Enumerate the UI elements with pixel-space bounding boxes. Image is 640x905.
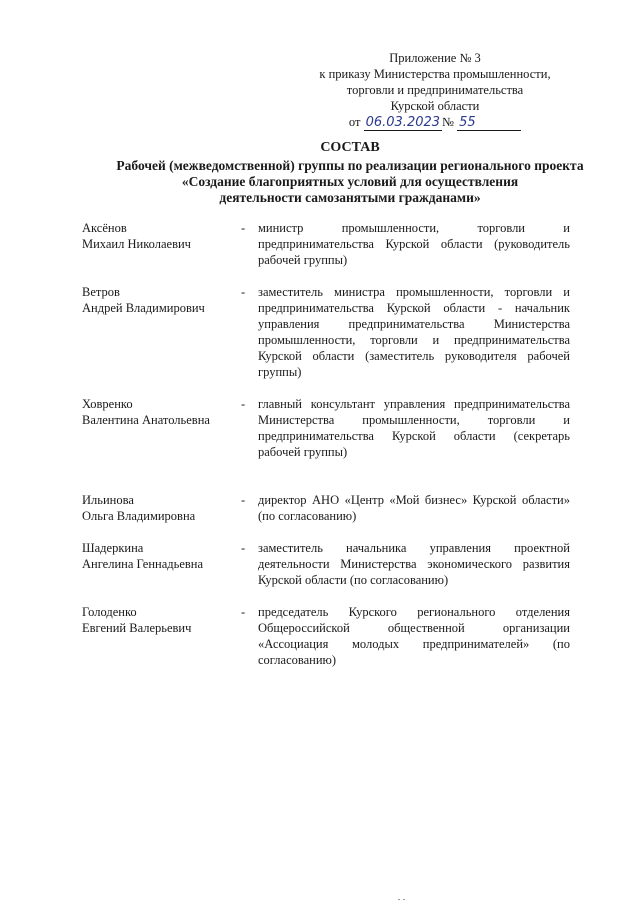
- page-title: СОСТАВ: [320, 140, 380, 155]
- member-dash: -: [241, 541, 246, 555]
- heading-line-1: Рабочей (межведомственной) группы по реализации регионального проекта: [116, 158, 584, 173]
- appendix-number: Приложение № 3: [389, 51, 481, 65]
- document-heading: [60, 140, 640, 206]
- member-role: главный консультант управления предпринимательства Министерства промышленности, торговли и предпринимательства Курской области (секретарь рабочей группы): [258, 397, 570, 459]
- member-dash: -: [241, 285, 246, 299]
- member-given-names: Андрей Владимирович: [82, 301, 205, 315]
- member-surname: Ховренко: [82, 397, 133, 411]
- member-name: [82, 284, 242, 316]
- order-number-sign: №: [442, 115, 454, 129]
- member-role: министр промышленности, торговли и предпринимательства Курской области (руководитель рабочей группы): [258, 221, 570, 267]
- member-name: [82, 220, 242, 252]
- member-given-names: Ольга Владимировна: [82, 509, 196, 523]
- order-number-handwritten: 55: [457, 116, 521, 131]
- appendix-order-ref: к приказу Министерства промышленности,: [319, 67, 551, 81]
- member-dash: -: [241, 397, 246, 411]
- member-given-names: Ангелина Геннадьевна: [82, 557, 204, 571]
- member-given-names: Валентина Анатольевна: [82, 413, 210, 427]
- order-from-label: от: [348, 115, 361, 129]
- member-role: председатель Курского регионального отделения Общероссийской общественной организации «Ассоциация молодых предпринимателей» (по согласованию): [258, 605, 570, 667]
- member-name: [82, 604, 242, 636]
- appendix-block: [300, 50, 570, 131]
- member-role: заместитель министра промышленности, торговли и предпринимательства Курской области - начальник управления предпринимательства Министерства промышленности, торговли и предпринимательства Курской области (заместитель руководителя рабочей группы): [258, 285, 570, 379]
- member-role: заместитель начальника управления проектной деятельности Министерства экономического развития Курской области (по согласованию): [258, 541, 570, 587]
- member-surname: Голоденко: [82, 605, 137, 619]
- member-role: директор АНО «Центр «Мой бизнес» Курской области» (по согласованию): [258, 493, 570, 523]
- appendix-ministry: торговли и предпринимательства: [346, 83, 524, 97]
- member-name: [82, 396, 242, 428]
- member-name: [82, 540, 242, 572]
- heading-line-2: «Создание благоприятных условий для осуществления: [181, 174, 519, 189]
- scan-artifact: [398, 887, 412, 889]
- member-surname: Ильинова: [82, 493, 134, 507]
- heading-line-3: деятельности самозанятыми гражданами»: [219, 190, 481, 205]
- member-given-names: Евгений Валерьевич: [82, 621, 192, 635]
- order-date-handwritten: 06.03.2023: [365, 115, 441, 130]
- appendix-region: Курской области: [390, 99, 480, 113]
- member-name: [82, 492, 242, 524]
- member-surname: Аксёнов: [82, 221, 127, 235]
- member-dash: -: [241, 605, 246, 619]
- member-surname: Ветров: [82, 285, 120, 299]
- member-dash: -: [241, 493, 246, 507]
- member-surname: Шадеркина: [82, 541, 144, 555]
- order-date-line: [300, 114, 570, 131]
- member-dash: -: [241, 221, 246, 235]
- member-given-names: Михаил Николаевич: [82, 237, 191, 251]
